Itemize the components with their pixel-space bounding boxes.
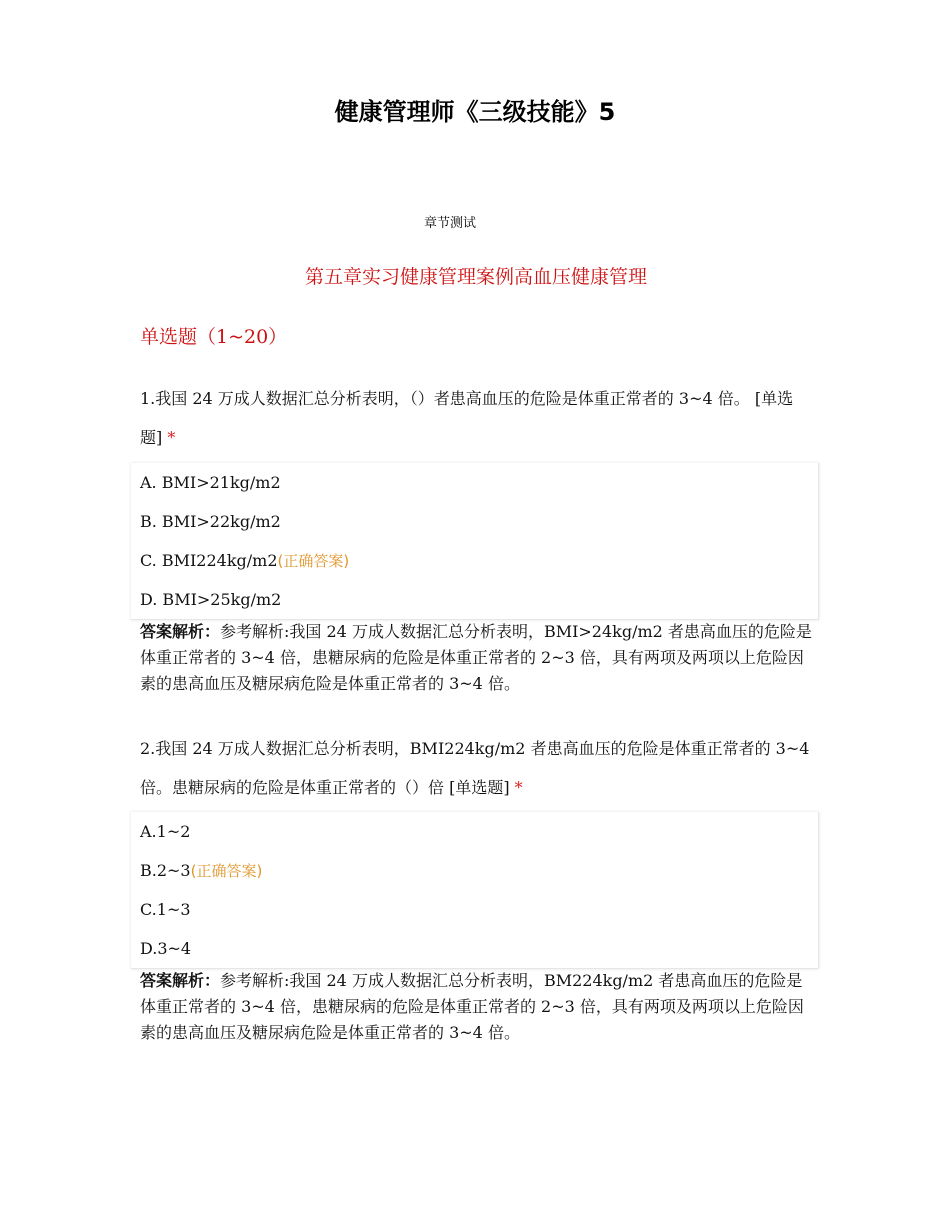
question-1	[140, 379, 810, 457]
question-1-options	[131, 463, 819, 620]
question-1-analysis	[140, 619, 815, 697]
question-2-analysis	[140, 968, 815, 1046]
option-d[interactable]	[131, 929, 818, 968]
question-2	[140, 729, 810, 807]
option-c[interactable]	[131, 541, 818, 580]
option-a-label: A.1~2	[140, 822, 191, 841]
question-2-text: 2.我国 24 万成人数据汇总分析表明，BMI224kg/m2 者患高血压的危险是体重正常者的 3~4 倍。患糖尿病的危险是体重正常者的（）倍 [单选题]	[140, 739, 810, 797]
option-c-label: C. BMI224kg/m2	[140, 551, 278, 570]
option-b-label: B. BMI>22kg/m2	[140, 512, 281, 531]
option-d-label: D.3~4	[140, 939, 192, 958]
required-mark: *	[514, 778, 523, 797]
option-d-label: D. BMI>25kg/m2	[140, 590, 282, 609]
correct-answer-label: (正确答案)	[190, 862, 263, 880]
section-heading: 单选题（1~20）	[140, 326, 288, 348]
analysis-label: 答案解析：	[140, 622, 221, 641]
question-1-text: 1.我国 24 万成人数据汇总分析表明，（）者患高血压的危险是体重正常者的 3~4 倍。 [单选题]	[140, 389, 794, 447]
analysis-text: 参考解析:我国 24 万成人数据汇总分析表明，BM224kg/m2 者患高血压的危险是体重正常者的 3~4 倍，患糖尿病的危险是体重正常者的 2~3 倍，具有两项及两项以上危险因素的患高血压及糖尿病危险是体重正常者的 3~4 倍。	[140, 971, 804, 1042]
option-b[interactable]	[131, 502, 818, 541]
analysis-text: 参考解析:我国 24 万成人数据汇总分析表明，BMI>24kg/m2 者患高血压的危险是体重正常者的 3~4 倍，患糖尿病的危险是体重正常者的 2~3 倍，具有两项及两项以上危险因素的患高血压及糖尿病危险是体重正常者的 3~4 倍。	[140, 622, 812, 693]
option-b[interactable]	[131, 851, 818, 890]
correct-answer-label: (正确答案)	[277, 552, 350, 570]
option-c[interactable]	[131, 890, 818, 929]
document-title: 健康管理师《三级技能》5	[334, 98, 616, 126]
option-c-label: C.1~3	[140, 900, 191, 919]
option-a[interactable]	[131, 812, 818, 851]
required-mark: *	[167, 428, 176, 447]
option-a-label: A. BMI>21kg/m2	[140, 473, 281, 492]
option-a[interactable]	[131, 463, 818, 502]
chapter-heading: 第五章实习健康管理案例高血压健康管理	[304, 266, 647, 288]
question-2-options	[131, 812, 819, 969]
document-subtitle: 章节测试	[423, 216, 476, 231]
option-b-label: B.2~3	[140, 861, 191, 880]
analysis-label: 答案解析：	[140, 971, 221, 990]
option-d[interactable]	[131, 580, 818, 619]
